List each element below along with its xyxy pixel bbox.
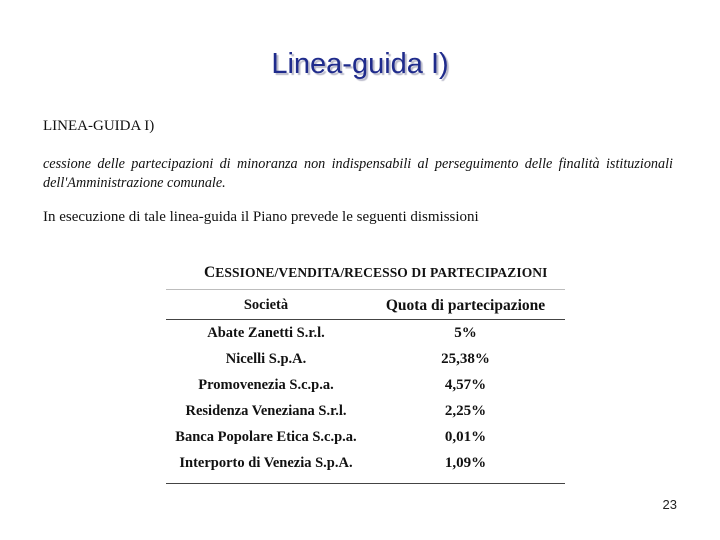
company-cell: Banca Popolare Etica S.c.p.a.	[175, 428, 357, 445]
table-header-row	[166, 292, 565, 320]
header-company: Società	[166, 292, 366, 320]
table-row	[166, 450, 565, 476]
share-cell: 2,25%	[444, 402, 487, 419]
table-row	[166, 346, 565, 372]
holdings-table	[166, 292, 565, 476]
header-share: Quota di partecipazione	[366, 292, 565, 320]
slide-title: Linea-guida I)	[271, 48, 449, 80]
table-bottom-rule	[166, 483, 565, 484]
intro-sentence: In esecuzione di tale linea-guida il Piano prevede le seguenti dismissioni	[43, 209, 479, 225]
table-caption-initial: C	[204, 264, 216, 281]
company-cell: Interporto di Venezia S.p.A.	[179, 454, 353, 471]
company-cell: Promovenezia S.c.p.a.	[198, 376, 334, 393]
table-row	[166, 320, 565, 347]
guideline-heading: LINEA-GUIDA I)	[43, 118, 155, 134]
table-caption-rest: ESSIONE/VENDITA/RECESSO DI PARTECIPAZIONI	[215, 265, 548, 280]
table-row	[166, 424, 565, 450]
guideline-description: cessione delle partecipazioni di minoranza non indispensabili al perseguimento delle finalità istituzionali dell'Amministrazione comunale.	[43, 156, 673, 191]
table-row	[166, 398, 565, 424]
share-cell: 25,38%	[441, 350, 490, 367]
share-cell: 0,01%	[444, 428, 487, 445]
share-cell: 5%	[454, 324, 477, 341]
table-row	[166, 372, 565, 398]
table-top-rule	[166, 289, 565, 290]
company-cell: Abate Zanetti S.r.l.	[207, 324, 325, 341]
share-cell: 4,57%	[444, 376, 487, 393]
table-caption	[204, 264, 548, 282]
share-cell: 1,09%	[444, 454, 487, 471]
page-number: 23	[662, 497, 677, 512]
company-cell: Residenza Veneziana S.r.l.	[185, 402, 347, 419]
company-cell: Nicelli S.p.A.	[225, 350, 307, 367]
